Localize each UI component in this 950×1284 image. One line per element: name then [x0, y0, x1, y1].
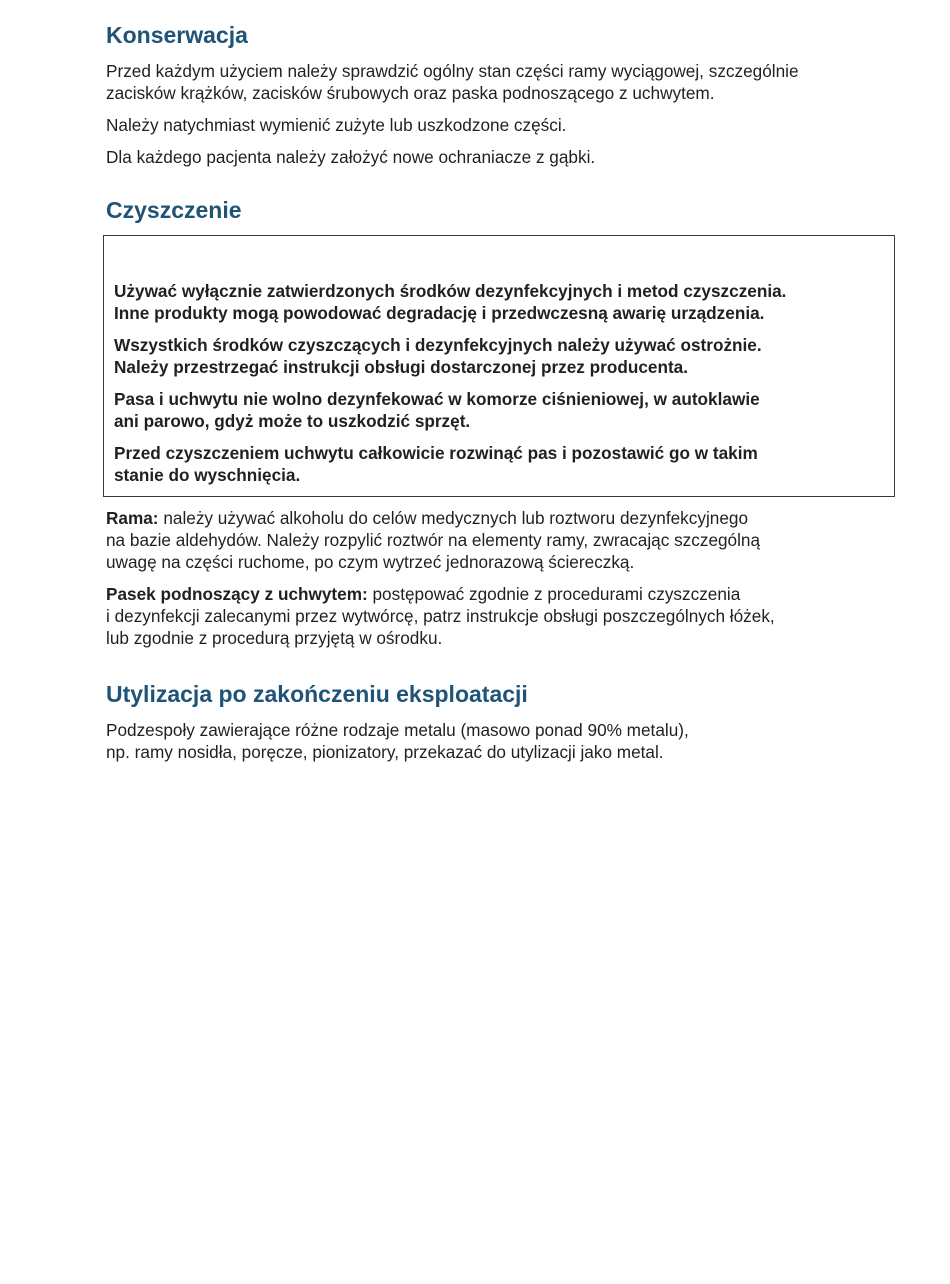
warning-paragraph-2: Wszystkich środków czyszczących i dezynfekcyjnych należy używać ostrożnie. Należy przestrzegać instrukcji obsługi dostarczonej przez producenta.	[114, 335, 762, 377]
strap-text: postępować zgodnie z procedurami czyszczenia i dezynfekcji zalecanymi przez wytwórcę, patrz instrukcje obsługi poszczególnych łóżek, lub zgodnie z procedurą przyjętą w ośrodku.	[106, 584, 775, 648]
warning-paragraph-1: Używać wyłącznie zatwierdzonych środków dezynfekcyjnych i metod czyszczenia. Inne produkty mogą powodować degradację i przedwczesną awarię urządzenia.	[114, 281, 787, 323]
maintenance-paragraph-3: Dla każdego pacjenta należy założyć nowe ochraniacze z gąbki.	[106, 147, 596, 167]
disposal-paragraph: Podzespoły zawierające różne rodzaje metalu (masowo ponad 90% metalu), np. ramy nosidła, poręcze, pionizatory, przekazać do utylizacji jako metal.	[106, 720, 689, 762]
warning-paragraph-4: Przed czyszczeniem uchwytu całkowicie rozwinąć pas i pozostawić go w takim stanie do wyschnięcia.	[114, 443, 758, 485]
frame-text: należy używać alkoholu do celów medycznych lub roztworu dezynfekcyjnego na bazie aldehydów. Należy rozpylić roztwór na elementy ramy, zwracając szczególną uwagę na części ruchome, po czym wytrzeć jednorazową ściereczką.	[106, 508, 761, 572]
maintenance-heading: Konserwacja	[106, 22, 248, 48]
maintenance-paragraph-2: Należy natychmiast wymienić zużyte lub uszkodzone części.	[106, 115, 567, 135]
cleaning-warning-box	[103, 235, 895, 497]
page-content	[106, 20, 896, 763]
warning-paragraph-3: Pasa i uchwytu nie wolno dezynfekować w komorze ciśnieniowej, w autoklawie ani parowo, gdyż może to uszkodzić sprzęt.	[114, 389, 760, 431]
strap-cleaning-paragraph	[106, 583, 896, 649]
strap-label: Pasek podnoszący z uchwytem:	[106, 584, 368, 604]
frame-label: Rama:	[106, 508, 159, 528]
cleaning-heading: Czyszczenie	[106, 197, 242, 223]
frame-cleaning-paragraph	[106, 507, 896, 573]
maintenance-paragraph-1: Przed każdym użyciem należy sprawdzić ogólny stan części ramy wyciągowej, szczególnie zacisków krążków, zacisków śrubowych oraz paska podnoszącego z uchwytem.	[106, 61, 799, 103]
disposal-heading: Utylizacja po zakończeniu eksploatacji	[106, 681, 528, 707]
